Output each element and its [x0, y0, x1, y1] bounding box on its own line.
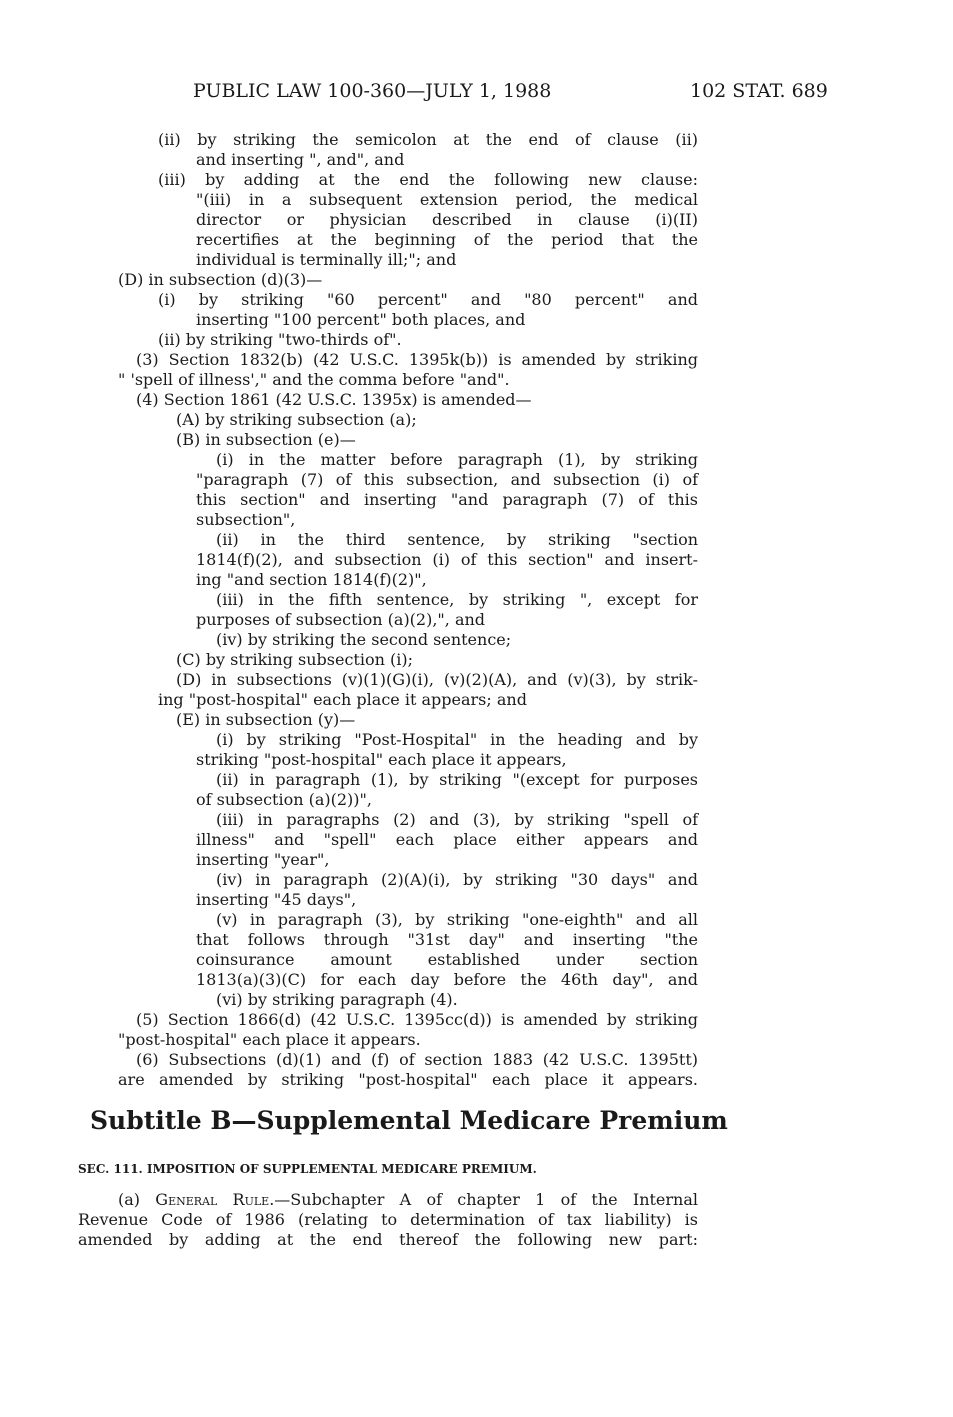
- amendment-text: [78, 130, 698, 1090]
- text-line: (ii) by striking "two-thirds of".: [158, 330, 402, 349]
- text-line: individual is terminally ill;"; and: [196, 250, 457, 269]
- section-first-line: —Subchapter A of chapter 1 of the Internal: [274, 1190, 699, 1209]
- section-caption: General Rule.: [155, 1190, 275, 1209]
- text-line: (iii) in the fifth sentence, by striking ", except for: [216, 590, 698, 609]
- section-heading: SEC. 111. IMPOSITION OF SUPPLEMENTAL MEDICARE PREMIUM.: [78, 1162, 537, 1176]
- text-line: (ii) by striking the semicolon at the end of clause (ii): [158, 130, 698, 149]
- section-body-line: Revenue Code of 1986 (relating to determination of tax liability) is: [78, 1210, 698, 1229]
- text-line: (D) in subsection (d)(3)—: [118, 270, 323, 289]
- text-line: this section" and inserting "and paragraph (7) of this: [196, 490, 698, 509]
- text-line: purposes of subsection (a)(2),", and: [196, 610, 486, 629]
- text-line: (i) by striking "60 percent" and "80 percent" and: [158, 290, 698, 309]
- text-line: 1813(a)(3)(C) for each day before the 46th day", and: [196, 970, 698, 989]
- text-line: illness" and "spell" each place either appears and: [196, 830, 698, 849]
- text-line: ing "and section 1814(f)(2)",: [196, 570, 427, 589]
- text-line: (v) in paragraph (3), by striking "one-eighth" and all: [216, 910, 698, 929]
- text-line: 1814(f)(2), and subsection (i) of this section" and insert-: [196, 550, 698, 569]
- section-body-line: [78, 1190, 698, 1210]
- section-body-line: amended by adding at the end thereof the following new part:: [78, 1230, 698, 1249]
- section-prefix: (a): [118, 1190, 156, 1209]
- text-line: subsection",: [196, 510, 296, 529]
- text-line: inserting "year",: [196, 850, 330, 869]
- text-line: (A) by striking subsection (a);: [176, 410, 417, 429]
- text-line: are amended by striking "post-hospital" each place it appears.: [118, 1070, 698, 1089]
- text-line: director or physician described in clause (i)(II): [196, 210, 698, 229]
- text-line: (i) by striking "Post-Hospital" in the heading and by: [216, 730, 698, 749]
- text-line: (D) in subsections (v)(1)(G)(i), (v)(2)(A), and (v)(3), by strik-: [176, 670, 698, 689]
- text-line: of subsection (a)(2))",: [196, 790, 372, 809]
- text-line: "paragraph (7) of this subsection, and subsection (i) of: [196, 470, 698, 489]
- text-line: (ii) in paragraph (1), by striking "(except for purposes: [216, 770, 698, 789]
- text-line: (3) Section 1832(b) (42 U.S.C. 1395k(b)) is amended by striking: [136, 350, 698, 369]
- text-line: recertifies at the beginning of the period that the: [196, 230, 698, 249]
- text-line: (B) in subsection (e)—: [176, 430, 356, 449]
- text-line: "(iii) in a subsequent extension period, the medical: [196, 190, 698, 209]
- text-line: (E) in subsection (y)—: [176, 710, 356, 729]
- text-line: striking "post-hospital" each place it appears,: [196, 750, 567, 769]
- text-line: (5) Section 1866(d) (42 U.S.C. 1395cc(d)) is amended by striking: [136, 1010, 698, 1029]
- section-body: [78, 1190, 698, 1250]
- text-line: inserting "45 days",: [196, 890, 357, 909]
- text-line: and inserting ", and", and: [196, 150, 405, 169]
- text-line: " 'spell of illness'," and the comma before "and".: [118, 370, 510, 389]
- text-line: (ii) in the third sentence, by striking "section: [216, 530, 698, 549]
- text-line: inserting "100 percent" both places, and: [196, 310, 526, 329]
- text-line: (iii) in paragraphs (2) and (3), by striking "spell of: [216, 810, 698, 829]
- text-line: (6) Subsections (d)(1) and (f) of section 1883 (42 U.S.C. 1395tt): [136, 1050, 698, 1069]
- text-line: (iii) by adding at the end the following new clause:: [158, 170, 698, 189]
- text-line: (C) by striking subsection (i);: [176, 650, 413, 669]
- text-line: ing "post-hospital" each place it appears; and: [158, 690, 527, 709]
- text-line: (iv) in paragraph (2)(A)(i), by striking "30 days" and: [216, 870, 698, 889]
- text-line: (4) Section 1861 (42 U.S.C. 1395x) is amended—: [136, 390, 532, 409]
- header-title: PUBLIC LAW 100-360—JULY 1, 1988: [193, 80, 552, 102]
- page-header: [0, 80, 953, 110]
- text-line: "post-hospital" each place it appears.: [118, 1030, 421, 1049]
- text-line: that follows through "31st day" and inserting "the: [196, 930, 698, 949]
- header-page-number: 102 STAT. 689: [690, 80, 828, 102]
- text-line: coinsurance amount established under section: [196, 950, 698, 969]
- text-line: (vi) by striking paragraph (4).: [216, 990, 458, 1009]
- subtitle-heading: Subtitle B—Supplemental Medicare Premium: [90, 1106, 728, 1135]
- text-line: (iv) by striking the second sentence;: [216, 630, 512, 649]
- text-line: (i) in the matter before paragraph (1), by striking: [216, 450, 698, 469]
